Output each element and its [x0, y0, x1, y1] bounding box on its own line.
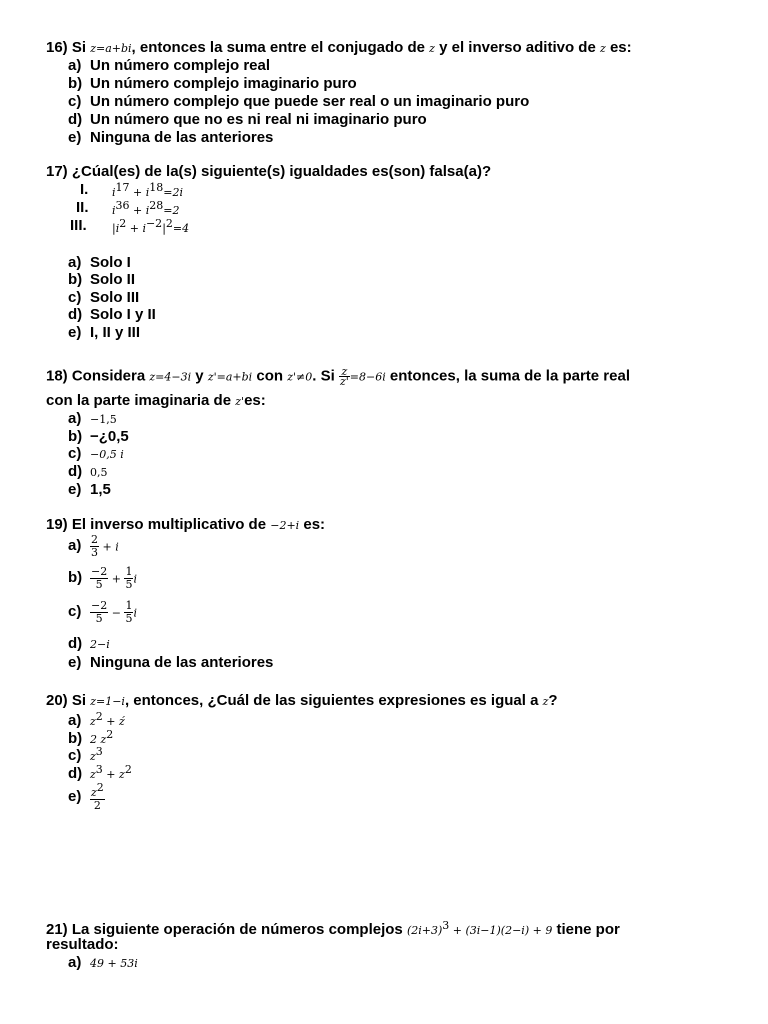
option-label: a) [68, 712, 82, 729]
option-exp: 3 [95, 745, 103, 758]
option-label: b) [68, 569, 83, 587]
stem-part: entonces, la suma de la parte real [385, 367, 630, 385]
expr-exp: 28 [149, 199, 164, 212]
expr-exp: 2 [119, 217, 127, 230]
question-18-option-a [68, 410, 117, 427]
question-18-stem [46, 367, 630, 386]
expr-part: i [112, 204, 116, 217]
option-expr: + ź [102, 715, 125, 728]
option-expr: z [90, 715, 96, 728]
question-16-expr: z=a+bi [90, 42, 132, 55]
fraction-denominator: 5 [125, 612, 133, 625]
stem-part: y [191, 367, 208, 385]
fraction-base: z [91, 786, 97, 799]
stem-expr: z [542, 695, 549, 708]
question-17-option-b [68, 271, 135, 288]
question-17-option-a [68, 254, 131, 271]
stem-part: ? [548, 692, 558, 709]
question-19-option-e [68, 654, 273, 671]
option-text: Solo III [90, 289, 140, 306]
fraction-numerator [90, 782, 105, 800]
stem-part: 20) Si [46, 692, 91, 709]
option-label: c) [68, 445, 82, 462]
question-18-stem-line2 [46, 392, 266, 409]
option-text: Un número complejo imaginario puro [90, 75, 357, 92]
option-exp: 2 [124, 763, 132, 776]
question-16-end: es: [605, 39, 632, 56]
question-16-option-e [68, 129, 273, 146]
stem-expr: z=1−i [90, 695, 125, 708]
stem-expr: + (3i−1)(2−i) + 9 [449, 924, 553, 937]
option-expr: + i [99, 540, 119, 554]
option-text: Ninguna de las anteriores [90, 129, 274, 146]
stem-expr: =8−6i [349, 370, 386, 384]
option-label: e) [68, 787, 82, 805]
option-expr: z [90, 768, 96, 781]
option-expr: z [90, 750, 96, 763]
question-20-option-d [68, 763, 132, 782]
fraction [90, 782, 105, 812]
question-17-roman-i: I. [80, 181, 89, 198]
expr-part: |i [112, 222, 120, 235]
option-text: Un número complejo real [90, 57, 271, 74]
question-17-option-c [68, 289, 139, 306]
question-19-stem [46, 516, 325, 533]
question-17-expr-i [112, 181, 183, 200]
option-operator: − [108, 606, 125, 620]
option-label: d) [68, 463, 83, 480]
question-17-option-e [68, 324, 140, 341]
option-label: b) [68, 271, 83, 288]
fraction-denominator: 5 [95, 612, 103, 625]
question-17-option-d [68, 306, 156, 323]
option-text: −0,5 i [90, 448, 124, 461]
expr-exp: 17 [115, 181, 130, 194]
expr-part: i [112, 186, 116, 199]
fraction-denominator: 3 [91, 546, 98, 559]
option-text: 0,5 [90, 466, 108, 479]
stem-expr: z' [235, 395, 245, 408]
question-16-z1: z [429, 42, 435, 55]
fraction-numerator: 2 [91, 533, 98, 546]
option-text: I, II y III [90, 324, 141, 341]
fraction-numerator: z [339, 367, 350, 377]
option-expr: 2 z [90, 733, 107, 746]
option-label: a) [68, 537, 82, 555]
option-expr: 49 + 53i [90, 957, 138, 970]
question-16-option-c [68, 93, 529, 110]
question-17-roman-ii: II. [76, 199, 89, 216]
question-16-option-a [68, 57, 270, 74]
fraction-denominator: 2 [93, 799, 101, 812]
option-label: a) [68, 954, 82, 971]
fraction-denominator: z' [339, 375, 349, 388]
option-label: c) [68, 603, 82, 621]
question-21-stem-line2: resultado: [46, 936, 119, 953]
question-18-option-b [68, 428, 129, 445]
stem-part: , entonces, ¿Cuál de las siguientes expresiones es igual a [124, 692, 543, 709]
question-17-expr-ii [112, 199, 180, 218]
question-17-stem: 17) ¿Cúal(es) de la(s) siguiente(s) igualdades es(son) falsa(a)? [46, 163, 492, 180]
question-19-option-c [68, 600, 137, 625]
option-label: e) [68, 129, 82, 146]
fraction-numerator: −2 [91, 565, 108, 578]
expr-part: + i [126, 222, 146, 235]
option-label: c) [68, 289, 82, 306]
fraction [90, 534, 99, 559]
option-label: d) [68, 635, 83, 652]
option-text: Solo I y II [90, 306, 156, 323]
stem-expr: z=4−3i [149, 370, 192, 384]
option-text: 1,5 [90, 481, 111, 498]
question-19-option-d [68, 635, 110, 652]
option-text: Ninguna de las anteriores [90, 654, 274, 671]
question-20-option-a [68, 710, 125, 729]
question-19-option-b [68, 566, 137, 591]
fraction-denominator: 5 [95, 578, 103, 591]
option-label: a) [68, 57, 82, 74]
stem-part: tiene por [552, 921, 620, 938]
question-17-roman-iii: III. [70, 217, 87, 234]
stem-exp: 3 [442, 919, 450, 932]
fraction-denominator: 5 [125, 578, 133, 591]
question-16-option-d [68, 111, 427, 128]
stem-expr: (2i+3) [406, 924, 443, 937]
expr-part: + [129, 186, 146, 199]
expr-exp: 2 [165, 217, 173, 230]
option-text: −1,5 [90, 413, 117, 426]
option-expr: i [133, 572, 137, 586]
stem-part: 19) El inverso multiplicativo de [46, 516, 271, 533]
question-20-option-c [68, 745, 103, 764]
stem-part: es: [299, 516, 326, 533]
stem-expr: z'≠0 [287, 370, 313, 384]
expr-part: i [145, 204, 150, 217]
stem-part: es: [244, 392, 266, 409]
option-label: a) [68, 254, 82, 271]
stem-part: con la parte imaginaria de [46, 392, 236, 409]
question-17-expr-iii [112, 217, 189, 236]
expr-exp: −2 [145, 217, 163, 230]
option-label: e) [68, 324, 82, 341]
option-label: b) [68, 75, 83, 92]
stem-part: 21) La siguiente operación de números complejos [46, 921, 407, 938]
option-exp: 2 [95, 710, 103, 723]
option-expr: i [133, 606, 137, 620]
fraction-numerator: 1 [125, 565, 133, 578]
question-16-mid2: y el inverso aditivo de [434, 39, 600, 56]
option-label: b) [68, 428, 83, 445]
fraction [90, 566, 108, 591]
option-expr: 2−i [90, 638, 110, 651]
fraction-numerator: 1 [125, 599, 133, 612]
fraction [90, 600, 108, 625]
question-18-fraction [339, 367, 350, 386]
question-21-stem [46, 919, 620, 938]
option-label: d) [68, 111, 83, 128]
fraction-exp: 2 [96, 781, 104, 794]
expr-part: | [162, 222, 166, 235]
option-exp: 3 [95, 763, 103, 776]
expr-part: =2 [163, 204, 180, 217]
question-19-option-a [68, 534, 119, 559]
stem-expr: z'=a+bi [207, 370, 253, 384]
question-16-option-b [68, 75, 357, 92]
stem-part: 18) Considera [46, 367, 150, 385]
option-expr: + z [102, 768, 125, 781]
expr-exp: 36 [115, 199, 130, 212]
fraction-numerator: −2 [91, 599, 108, 612]
option-label: e) [68, 481, 82, 498]
stem-expr: −2+i [270, 519, 300, 532]
stem-part: . Si [312, 367, 339, 385]
option-exp: 2 [106, 728, 114, 741]
stem-part: con [252, 367, 288, 385]
question-16-stem [46, 39, 632, 56]
question-18-option-c [68, 445, 124, 462]
question-16-mid: , entonces la suma entre el conjugado de [131, 39, 430, 56]
question-18-option-e [68, 481, 111, 498]
expr-part: =2i [163, 186, 184, 199]
option-label: d) [68, 306, 83, 323]
question-20-option-e [68, 782, 105, 812]
option-label: c) [68, 747, 82, 764]
option-label: e) [68, 654, 82, 671]
expr-part: =4 [172, 222, 190, 235]
question-18-option-d [68, 463, 108, 480]
option-label: b) [68, 730, 83, 747]
question-21-option-a [68, 954, 138, 971]
expr-part: i [145, 186, 150, 199]
option-label: a) [68, 410, 82, 427]
expr-exp: 18 [149, 181, 164, 194]
option-text: Solo II [90, 271, 135, 288]
option-text: Solo I [90, 254, 131, 271]
expr-part: + [129, 204, 146, 217]
option-text: −¿0,5 [90, 428, 129, 445]
question-16-prefix: 16) Si [46, 39, 91, 56]
question-16-z2: z [599, 42, 606, 55]
option-text: Un número complejo que puede ser real o un imaginario puro [90, 93, 530, 110]
option-label: d) [68, 765, 83, 782]
option-text: Un número que no es ni real ni imaginario puro [90, 111, 427, 128]
option-operator: + [108, 572, 125, 586]
option-label: c) [68, 93, 82, 110]
question-20-stem [46, 692, 558, 709]
